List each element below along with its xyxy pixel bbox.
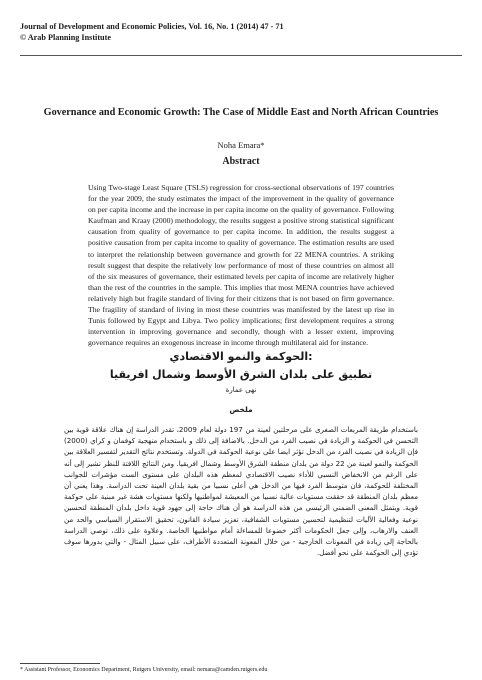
arabic-abstract-body: باستخدام طريقة المربعات الصغرى على مرحلتين لعينة من 197 دولة لعام 2009، تقدر الدراسة إن هناك علاقة قوية بين التحسن في الحوكمة و الزيادة في نصيب الفرد من الدخل. بالاضافة إلى ذلك و باستخدام منهجية كوفمان و كراي (2000) فإن الزيادة في نصيب الفرد من الدخل تؤثر ايضا على نوعية الحوكمة في الدولة. وتستخدم نتائج التقدير لتفسير العلاقة بين الحوكمة والنمو لعينة من 22 دولة من بلدان منطقة الشرق الأوسط وشمال افريقيا. ومن النتائج اللافتة للنظر تشير إلى أنه على الرغم من الانخفاض النسبي للأداء نصيب الاقتصادي لمعظم هذه البلدان على مستوى الست مؤشرات للجوانب المختلفة للحوكمة، فان متوسط الفرد فيها من الدخل هي أعلى نسبيا من بقية بلدان العينة تحت الدراسة. وهذا يعني أن معظم بلدان المنطقة قد حققت مستويات عالية نسبيا من المعيشة لمواطنيها ولكنها مستويات هشة غير مبنية على حوكمة قوية. ويتمثل المعنى الضمني الرئيسي من هذه الدراسة هو أن هناك حاجة إلى جهود قوية داخل بلدان المنطقة لتحسين نوعية وفعالية الآليات لتنظيمية لتحسين مستويات الشفافية، تعزيز سيادة القانون، تحقيق الاستقرار السياسي والحد من العنف والارهاب، وإلى جعل الحكومات أكثر خضوعا للمساءلة أمام مواطنيها الخاصة. وعلاوة على ذلك، توصي الدراسة بالحاجة إلى زيادة في المعونات الخارجية - من خلال المعونة المتعددة الأطراف، على سبيل المثال - والتي بدورها سوف تؤدي إلى الحوكمة على نحو أفضل. [64, 425, 418, 558]
abstract-body: Using Two-stage Least Square (TSLS) regression for cross-sectional observations of 197 countries for the year 2009, the study estimates the impact of the improvement in the quality of governance on per capita income and the increase in per capita income on the quality of governance. Following Kaufman and Kraay (2000) methodology, the results suggest a positive strong statistical significant causation from quality of governance to per capita income. In addition, the results suggest a positive causation from per capita income to quality of governance. The estimation results are used to interpret the relationship between governance and growth for 22 MENA countries. A striking result suggest that despite the relatively low performance of most of these countries on almost all of the six measures of governance, their estimated levels per capita of income are relatively higher than the rest of the countries in the sample. This implies that most MENA countries have achieved relatively high but fragile standard of living for their citizens that is not based on firm governance. The fragility of standard of living in most these countries was manifested by the latest up rise in Tunis followed by Egypt and Libya. Two policy implications; first development requires a strong intervention in improving governance and secondly, though with a lesser extent, improving governance requires an exogenous increase in income through multilateral aid for instance. [88, 183, 394, 348]
author-footnote: * Assistant Professor, Economics Department, Rutgers University, email: nemara@camden.rutgers.edu [20, 667, 268, 673]
footnote-divider [20, 663, 100, 664]
abstract-heading: Abstract [222, 156, 260, 167]
arabic-abstract-heading: ملخص [229, 405, 253, 414]
journal-header [20, 21, 284, 43]
paper-title: Governance and Economic Growth: The Case of Middle East and North African Countries [43, 107, 439, 118]
header-divider [20, 55, 462, 56]
arabic-title [60, 348, 422, 384]
journal-citation: Journal of Development and Economic Policies, Vol. 16, No. 1 (2014) 47 - 71 [20, 22, 284, 31]
arabic-title-line1: الحوكمة والنمو الاقتصادي: [169, 350, 313, 363]
arabic-title-line2: تطبيق على بلدان الشرق الأوسط وشمال افريقيا [109, 368, 373, 381]
author-name: Noha Emara* [217, 140, 265, 150]
arabic-author-name: نهى عمارة [225, 386, 257, 394]
copyright-notice: © Arab Planning Institute [20, 33, 111, 42]
